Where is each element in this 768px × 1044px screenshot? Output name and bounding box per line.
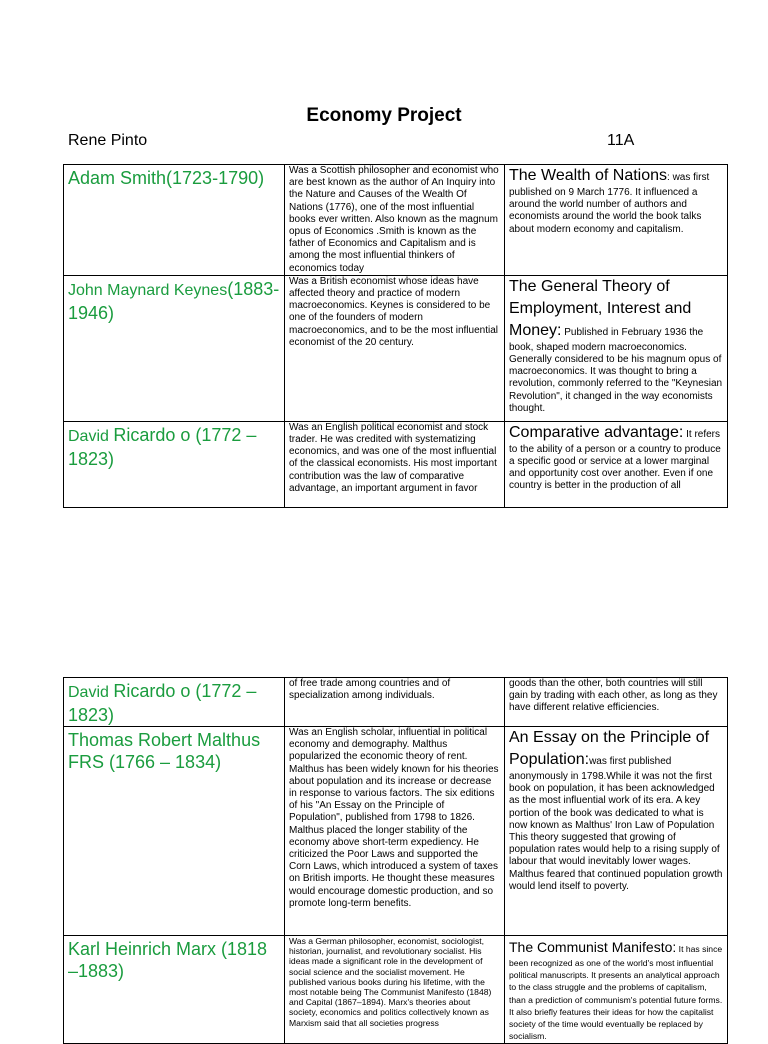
economist-first-name: David xyxy=(68,427,114,445)
major-work-title: An Essay on the Principle of Population: xyxy=(509,729,710,768)
major-work-cell xyxy=(505,165,728,276)
economist-description-cell xyxy=(285,421,505,507)
economist-name: Ricardo o (1772 –1823) xyxy=(68,681,257,725)
major-work-cell xyxy=(505,421,728,507)
economist-name: Ricardo o (1772 –1823) xyxy=(68,424,257,469)
major-work-cell xyxy=(505,727,728,936)
major-work-title: Comparative advantage: xyxy=(509,423,684,441)
table-row xyxy=(64,421,728,507)
major-work-title: The General Theory of Employment, Interest and Money: xyxy=(509,277,692,339)
economist-years: (1883-1946) xyxy=(68,278,280,323)
economist-description: Was an English scholar, influential in political economy and demography. Malthus popularized the economic theory of rent. Malthus has been widely known for his theories about population and its increase or decrease in response to various factors. The six editions of his "An Essay on the Principle of Population", published from 1798 to 1826. Malthus placed the longer stability of the economy above short-term expediency. He criticized the Poor Laws and supported the Corn Laws, which introduced a system of taxes on British imports. He thought these measures would encourage domestic production, and so promote long-term benefits. xyxy=(289,727,499,909)
major-work-cell xyxy=(505,936,728,1044)
table-row xyxy=(64,275,728,421)
major-work-body: : was first published on 9 March 1776. It influenced a around the world number of authors and economists around the world the book talks about modern economy and capitalism. xyxy=(509,172,710,235)
class-grade: 11A xyxy=(607,132,635,149)
economist-name-cell xyxy=(64,165,285,276)
table-row xyxy=(64,727,728,936)
table-row xyxy=(64,165,728,276)
economist-name-cell xyxy=(64,727,285,936)
economist-description-cell xyxy=(285,165,505,276)
economist-name-cell xyxy=(64,936,285,1044)
major-work-body: It has since been recognized as one of the world's most influential political manuscripts. It presents an analytical approach to the class struggle and the problems of capitalism, than a prediction of communism's potential future forms. It also briefly features their ideas for how the capitalist society of the time would eventually be replaced by socialism. xyxy=(509,944,723,1042)
major-work-cell xyxy=(505,678,728,727)
economists-table-page-1 xyxy=(63,164,728,508)
economist-first-name: David xyxy=(68,684,114,701)
major-work-body: Published in February 1936 the book, shaped modern macroeconomics. Generally considered to be his magnum opus of macroeconomics. It was thought to bring a revolution, commonly referred to the "Keynesian Revolution", it changed in the way economists thought. xyxy=(509,326,723,414)
major-work-body: was first published anonymously in 1798.While it was not the first book on population, it has been acknowledged as the most influential work of its era. A key portion of the book was dedicated to what is now known as Malthus' Iron Law of Population This theory suggested that growing of population rates would help to a rising supply of labour that would inevitably lower wages. Malthus feared that continued population growth would lend itself to poverty. xyxy=(509,756,723,892)
table-row xyxy=(64,936,728,1044)
major-work-title: The Communist Manifesto: xyxy=(509,939,677,955)
economist-name: John Maynard Keynes xyxy=(68,281,228,299)
major-work-title: The Wealth of Nations xyxy=(509,167,668,184)
page-title: Economy Project xyxy=(306,105,462,126)
economist-description: Was an English political economist and stock trader. He was credited with systematizing economics, and was one of the most influential of the classical economists. His most important contribution was the law of comparative advantage, an important argument in favor xyxy=(289,421,497,494)
major-work-body: It refers to the ability of a person or a country to produce a specific good or service at a lower marginal and opportunity cost over another. Even if one country is better in the production of all xyxy=(509,428,721,492)
economist-description-cell xyxy=(285,678,505,727)
economist-name: Karl Heinrich Marx (1818 –1883) xyxy=(68,939,268,981)
economist-name-cell xyxy=(64,678,285,727)
economist-description: Was a German philosopher, economist, sociologist, historian, journalist, and revolutionary socialist. His ideas made a significant role in the development of social science and the socialist movement. He published various books during his lifetime, with the most notable being The Communist Manifesto (1848) and Capital (1867–1894). Marx's theories about society, economics and politics collectively known as Marxism said that all societies progress xyxy=(289,936,492,1028)
major-work-body: goods than the other, both countries will still gain by trading with each other, as long as they have different relative efficiencies. xyxy=(509,678,718,714)
economist-name-cell xyxy=(64,421,285,507)
economist-name: Thomas Robert Malthus FRS (1766 – 1834) xyxy=(68,730,261,772)
table-row xyxy=(64,678,728,727)
author-name: Rene Pinto xyxy=(68,132,148,149)
economist-name-cell xyxy=(64,275,285,421)
economist-description: Was a British economist whose ideas have affected theory and practice of modern macroeconomics. Keynes is considered to be one of the founders of modern macroeconomics, and to be the most influential economist of the 20 century. xyxy=(289,275,498,348)
economists-table-page-2 xyxy=(63,677,728,1044)
major-work-cell xyxy=(505,275,728,421)
economist-description-cell xyxy=(285,275,505,421)
economist-description: Was a Scottish philosopher and economist who are best known as the author of An Inquiry into the Nature and Causes of the Wealth Of Nations (1776), one of the most influential books ever written. Also known as the magnum opus of Economics .Smith is known as the father of Economics and Capitalism and is among the most influential thinkers of economics today xyxy=(289,165,499,274)
economist-description: of free trade among countries and of specialization among individuals. xyxy=(289,678,451,702)
economist-description-cell xyxy=(285,936,505,1044)
economist-name: Adam Smith(1723-1790) xyxy=(68,168,265,188)
economist-description-cell xyxy=(285,727,505,936)
